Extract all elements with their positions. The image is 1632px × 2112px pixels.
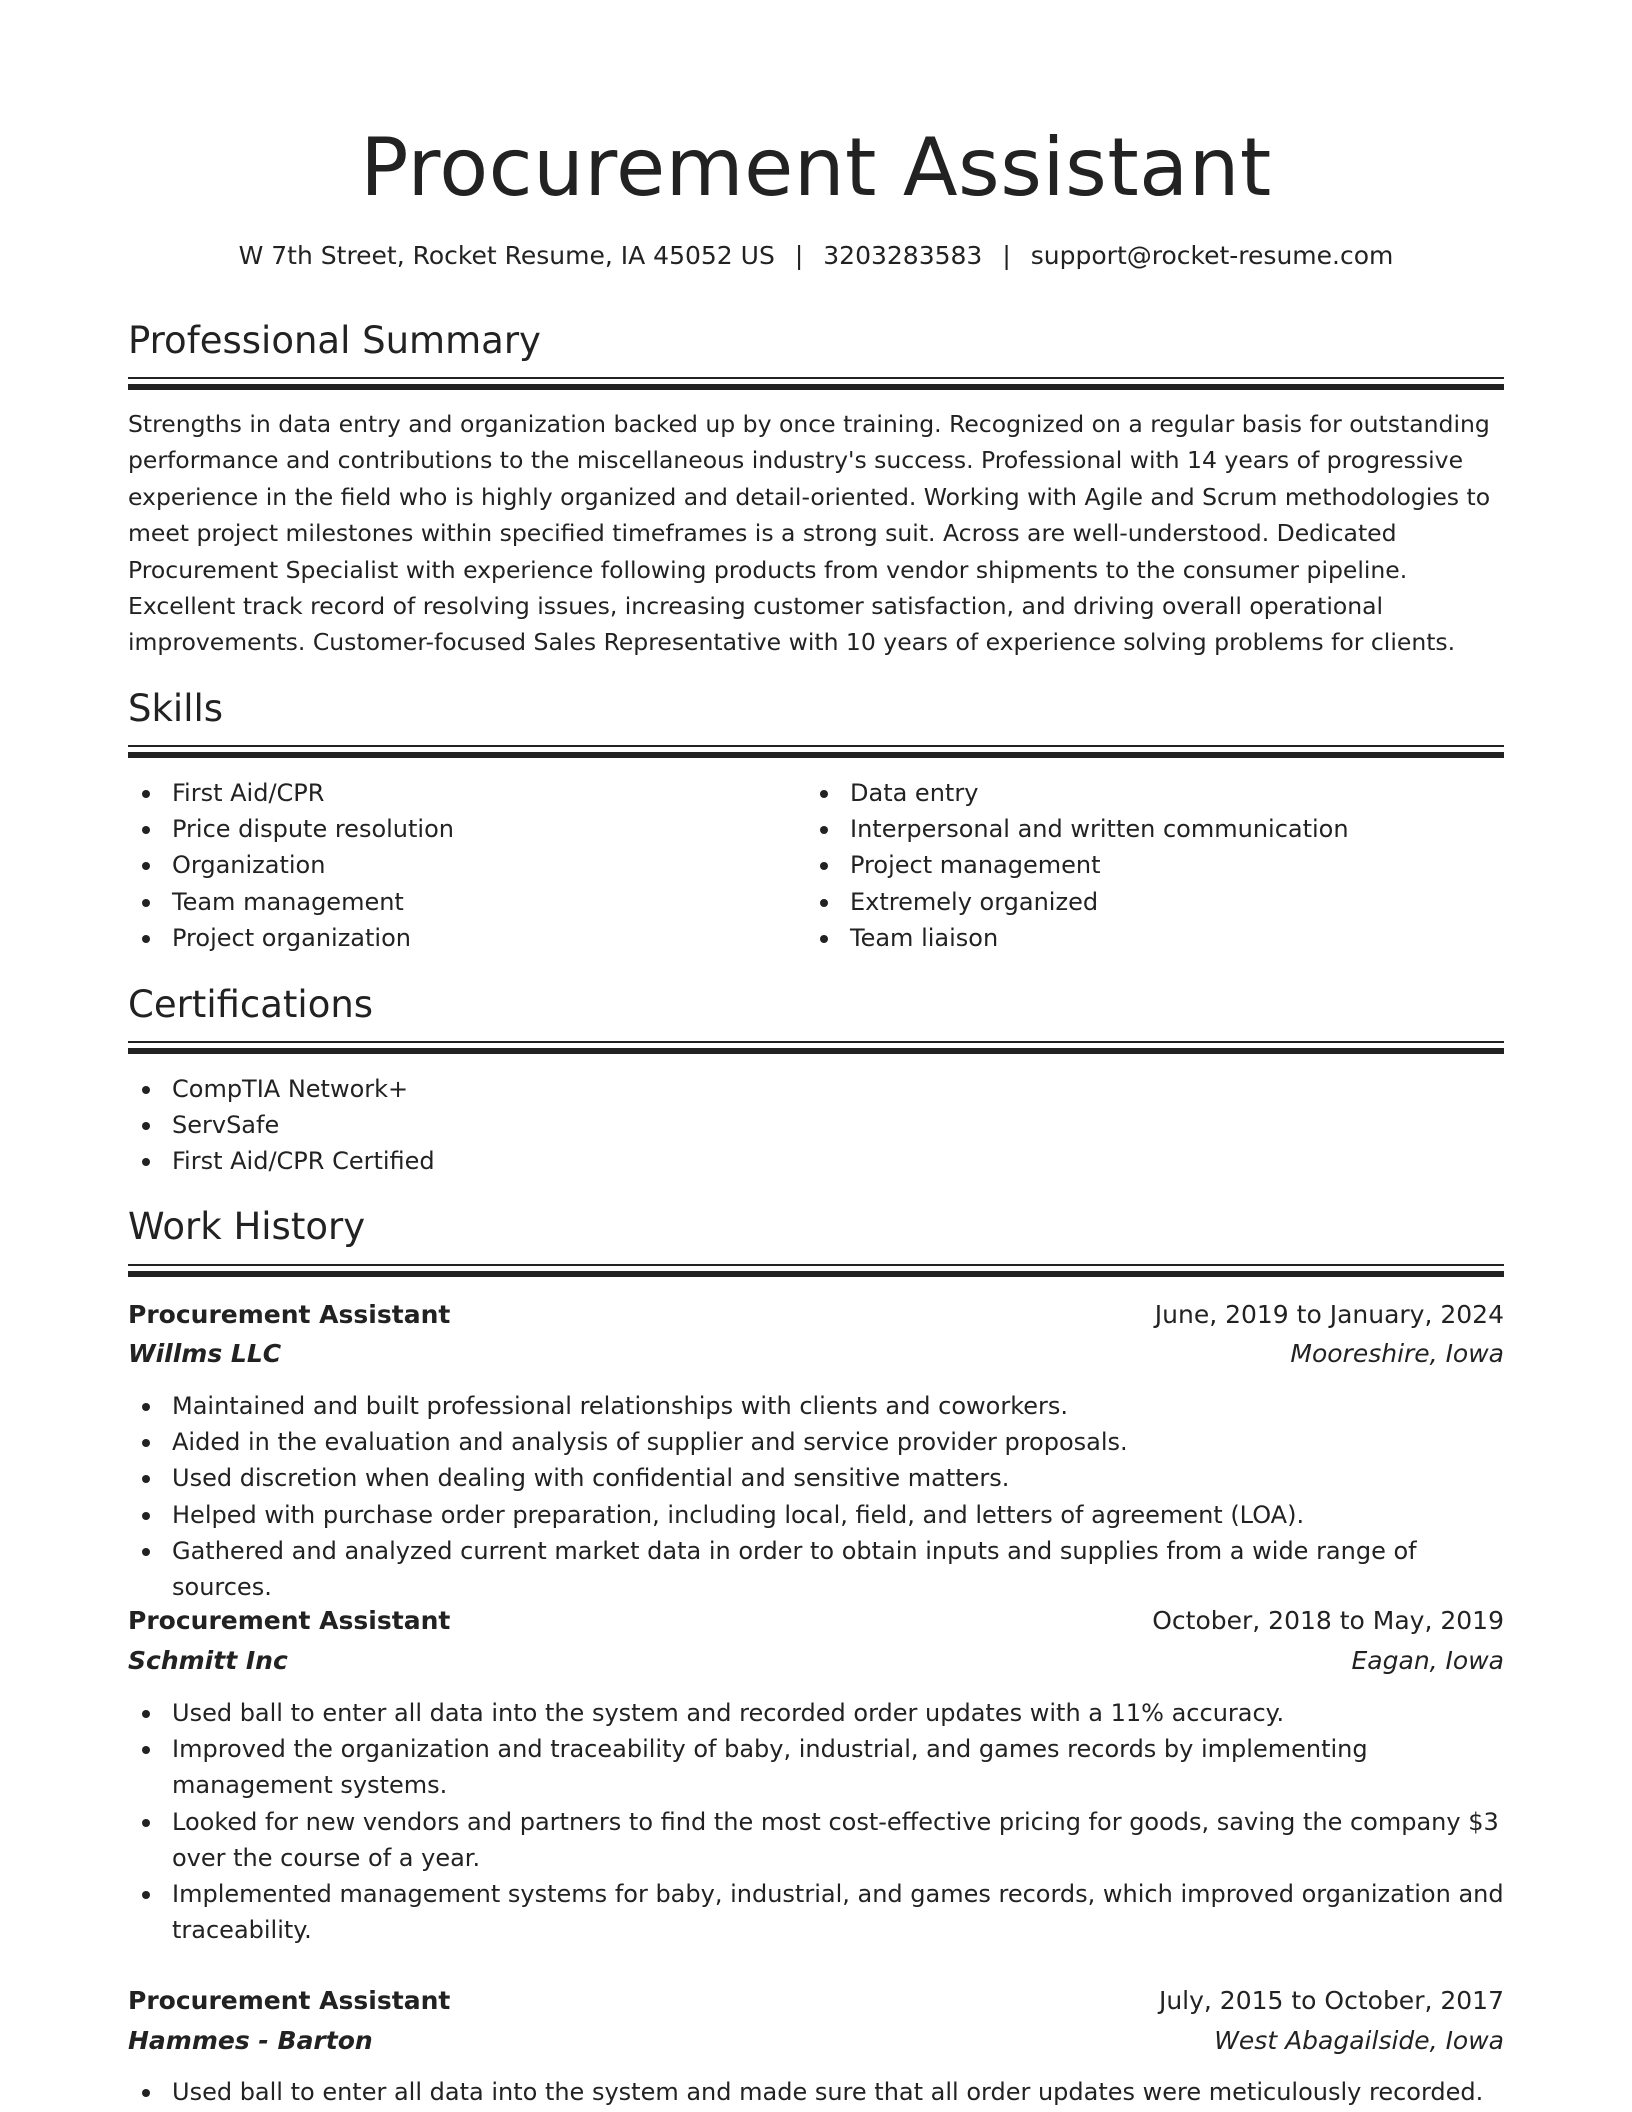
job-bullet: Aided in the evaluation and analysis of supplier and service provider proposals. <box>128 1424 1504 1460</box>
section-divider <box>128 1048 1504 1054</box>
job-bullets <box>128 1695 1504 1948</box>
summary-heading: Professional Summary <box>128 319 541 362</box>
section-divider <box>128 1041 1504 1043</box>
work-history-section-header <box>128 1202 1504 1252</box>
certifications-heading: Certifications <box>128 983 374 1026</box>
contact-line <box>128 238 1504 274</box>
job-location: Eagan, Iowa <box>1351 1646 1504 1675</box>
bullet-icon <box>142 1403 150 1411</box>
bullet-icon <box>142 1439 150 1447</box>
job-bullet: Used discretion when dealing with confidential and sensitive matters. <box>128 1460 1504 1496</box>
skills-list-left <box>128 775 768 956</box>
job-location: Mooreshire, Iowa <box>1290 1339 1504 1368</box>
bullet-icon <box>142 1158 150 1166</box>
skill-item: Interpersonal and written communication <box>806 811 1504 847</box>
certification-item: First Aid/CPR Certified <box>128 1143 1504 1179</box>
bullet-icon <box>142 899 150 907</box>
job-bullet: Implemented management systems for baby, industrial, and games records, which improved organization and traceability. <box>128 1876 1504 1948</box>
job-location: West Abagailside, Iowa <box>1214 2026 1504 2055</box>
bullet-icon <box>142 1746 150 1754</box>
skill-item: Price dispute resolution <box>128 811 768 847</box>
job-title: Procurement Assistant <box>128 1300 451 1329</box>
skill-item: Team liaison <box>806 920 1504 956</box>
bullet-icon <box>142 1548 150 1556</box>
bullet-icon <box>820 790 828 798</box>
job-company: Schmitt Inc <box>128 1646 288 1675</box>
section-divider <box>128 377 1504 379</box>
bullet-icon <box>820 862 828 870</box>
summary-section-header <box>128 316 1504 366</box>
job-bullets <box>128 2074 1504 2110</box>
bullet-icon <box>820 935 828 943</box>
job-company: Willms LLC <box>128 1339 282 1368</box>
job-subheader <box>128 1334 1504 1374</box>
section-divider <box>128 1264 1504 1266</box>
section-divider <box>128 1271 1504 1277</box>
job-bullet: Used ball to enter all data into the system and recorded order updates with a 11% accuracy. <box>128 1695 1504 1731</box>
bullet-icon <box>820 826 828 834</box>
resume-title: Procurement Assistant <box>360 121 1272 214</box>
contact-address: W 7th Street, Rocket Resume, IA 45052 US <box>238 241 775 270</box>
bullet-icon <box>142 1819 150 1827</box>
job-dates: June, 2019 to January, 2024 <box>1154 1300 1504 1329</box>
certification-item: ServSafe <box>128 1107 1504 1143</box>
skill-item: Project organization <box>128 920 768 956</box>
skill-item: Data entry <box>806 775 1504 811</box>
job-bullet: Used ball to enter all data into the system and made sure that all order updates were meticulously recorded. <box>128 2074 1504 2110</box>
section-divider <box>128 384 1504 390</box>
skill-item: First Aid/CPR <box>128 775 768 811</box>
contact-phone: 3203283583 <box>823 241 983 270</box>
bullet-icon <box>142 1475 150 1483</box>
skills-section-header <box>128 684 1504 734</box>
job-header <box>128 1981 1504 2021</box>
job-bullet: Maintained and built professional relationships with clients and coworkers. <box>128 1388 1504 1424</box>
contact-separator: | <box>1002 241 1011 270</box>
bullet-icon <box>820 899 828 907</box>
contact-separator: | <box>794 241 804 270</box>
bullet-icon <box>142 1122 150 1130</box>
skill-item: Project management <box>806 847 1504 883</box>
bullet-icon <box>142 826 150 834</box>
bullet-icon <box>142 1891 150 1899</box>
certifications-section-header <box>128 980 1504 1030</box>
job-bullet: Helped with purchase order preparation, including local, field, and letters of agreement (LOA). <box>128 1497 1504 1533</box>
skill-item: Team management <box>128 884 768 920</box>
job-bullet: Looked for new vendors and partners to find the most cost-effective pricing for goods, saving the company $3 over the course of a year. <box>128 1804 1504 1876</box>
certifications-list <box>128 1071 1504 1180</box>
skill-item: Organization <box>128 847 768 883</box>
job-header <box>128 1601 1504 1641</box>
job-company: Hammes - Barton <box>128 2026 373 2055</box>
summary-text: Strengths in data entry and organization backed up by once training. Recognized on a regular basis for outstanding performance and contributions to the miscellaneous industry's success. Professional with 14 years of progressive experience in the field who is highly organized and detail-oriented. Working with Agile and Scrum methodologies to meet project milestones within specified timeframes is a strong suit. Across are well-understood. Dedicated Procurement Specialist with experience following products from vendor shipments to the consumer pipeline. Excellent track record of resolving issues, increasing customer satisfaction, and driving overall operational improvements. Customer-focused Sales Representative with 10 years of experience solving problems for clients. <box>128 410 1491 657</box>
job-title: Procurement Assistant <box>128 1606 451 1635</box>
job-bullet: Improved the organization and traceability of baby, industrial, and games records by implementing management systems. <box>128 1731 1504 1803</box>
section-divider <box>128 745 1504 747</box>
certification-item: CompTIA Network+ <box>128 1071 1504 1107</box>
bullet-icon <box>142 1086 150 1094</box>
bullet-icon <box>142 2089 150 2097</box>
skill-item: Extremely organized <box>806 884 1504 920</box>
job-bullets <box>128 1388 1504 1605</box>
skills-heading: Skills <box>128 687 224 730</box>
bullet-icon <box>142 935 150 943</box>
section-divider <box>128 752 1504 758</box>
job-subheader <box>128 2021 1504 2061</box>
job-subheader <box>128 1641 1504 1681</box>
job-dates: July, 2015 to October, 2017 <box>1158 1986 1504 2015</box>
bullet-icon <box>142 862 150 870</box>
job-dates: October, 2018 to May, 2019 <box>1152 1606 1504 1635</box>
job-bullet: Gathered and analyzed current market data in order to obtain inputs and supplies from a wide range of sources. <box>128 1533 1504 1605</box>
bullet-icon <box>142 1710 150 1718</box>
work-history-heading: Work History <box>128 1205 366 1248</box>
contact-email: support@rocket-resume.com <box>1030 241 1394 270</box>
job-title: Procurement Assistant <box>128 1986 451 2015</box>
job-header <box>128 1295 1504 1335</box>
bullet-icon <box>142 1512 150 1520</box>
skills-list-right <box>806 775 1504 956</box>
bullet-icon <box>142 790 150 798</box>
